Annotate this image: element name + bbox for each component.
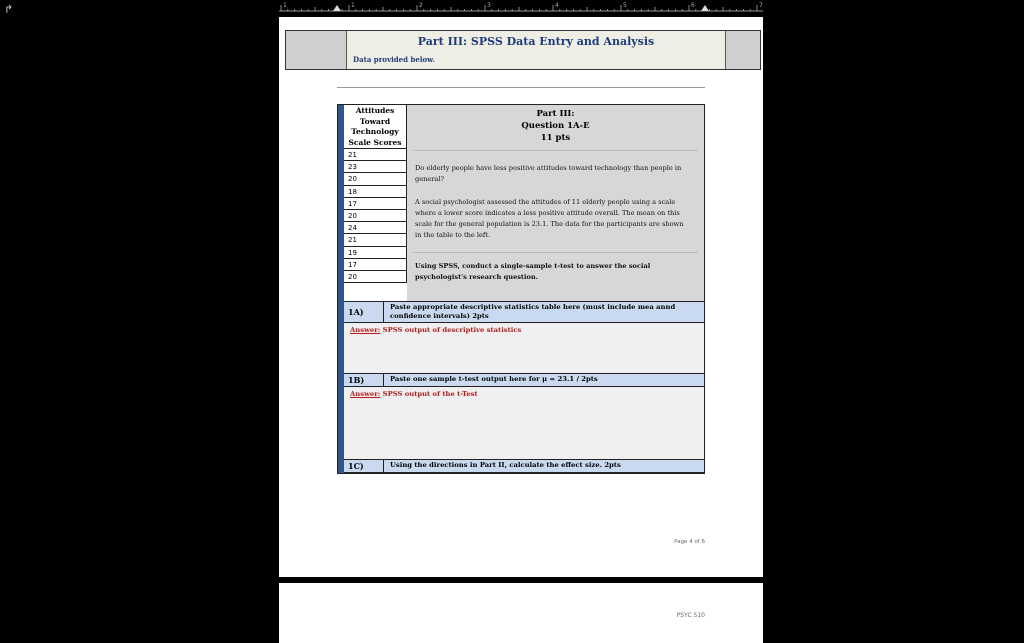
item-text: Paste one sample t-test output here for μ = 23.1 / 2pts [390,375,598,383]
horizontal-ruler[interactable] [279,0,763,12]
scores-header-line: Technology [351,127,399,136]
question-panel [407,105,704,301]
corner-glyph: ↱ [4,3,14,16]
score-cell: 24 [344,222,407,234]
item-label: 1B) [344,374,384,386]
question-title-line: Part III: [536,109,575,119]
ruler-label: 6 [691,2,695,9]
item-row-1b [344,373,704,387]
answer-label: Answer: [350,390,381,398]
answer-area-1a[interactable] [344,323,704,373]
score-cell: 17 [344,198,407,210]
item-label: 1C) [344,460,384,472]
question-title-line: 11 pts [540,133,571,143]
scores-header-line: Scale Scores [348,137,402,147]
divider [337,87,705,88]
question-instruction: Using SPSS, conduct a single-sample t-test to answer the social psychologist's research question. [415,262,651,281]
ruler-label: 7 [759,2,763,9]
part-title: Part III: SPSS Data Entry and Analysis [417,35,655,48]
scores-column [344,105,407,283]
score-cell: 21 [344,234,407,246]
left-indent-marker[interactable] [333,5,341,11]
panel-rule [413,150,698,151]
part-header-band [285,30,761,70]
item-label: 1A) [344,302,384,322]
question-title [407,108,704,144]
score-cell: 17 [344,259,407,271]
right-indent-marker[interactable] [701,5,709,11]
ruler-label: 3 [487,2,491,9]
item-row-1c [344,459,704,473]
ruler-ticks [279,0,763,12]
answer-value: SPSS output of the t-Test [380,390,478,398]
question-title-line: Question 1A-E [521,121,590,131]
score-cell: 20 [344,271,407,283]
answer-label: Answer: [350,326,381,334]
header-left-shade [286,31,347,69]
ruler-label: 1 [283,2,287,9]
document-page-next [279,583,763,643]
document-page [279,17,763,577]
answer-line-1b [350,390,478,398]
header-main [347,31,725,69]
score-cell: 18 [344,186,407,198]
score-cell: 19 [344,247,407,259]
page-number: Page 4 of 6 [674,539,705,545]
answer-area-1b[interactable] [344,387,704,459]
answer-line-1a [350,326,521,334]
ruler-label: 2 [419,2,423,9]
ruler-label: 1 [351,2,355,9]
item-text: Using the directions in Part II, calculate the effect size. 2pts [390,461,621,469]
panel-rule [413,252,698,253]
header-right-shade [725,31,760,69]
answer-value: SPSS output of descriptive statistics [380,326,522,334]
score-cell: 20 [344,173,407,185]
question-description: A social psychologist assessed the attitudes of 11 elderly people using a scale where a lower score indicates a less positive attitude overall. The mean on this scale for the general population is 23.1. The data for the participants are shown in the table to the left. [415,198,684,239]
score-cell: 21 [344,149,407,161]
question-table [337,104,705,474]
ruler-label: 4 [555,2,559,9]
item-text: Paste appropriate descriptive statistics table here (must include mea annd confidence intervals) 2pts [390,303,676,320]
question-prompt: Do elderly people have less positive attitudes toward technology than people in general? [415,164,682,183]
scores-header-line: Attitudes [355,106,395,115]
score-cell: 20 [344,210,407,222]
item-row-1a [344,301,704,323]
ruler-label: 5 [623,2,627,9]
scores-header-line: Toward [359,116,391,126]
course-code: PSYC 510 [676,612,705,619]
scores-header [344,105,407,149]
score-cell: 23 [344,161,407,173]
part-subtitle: Data provided below. [353,55,435,64]
